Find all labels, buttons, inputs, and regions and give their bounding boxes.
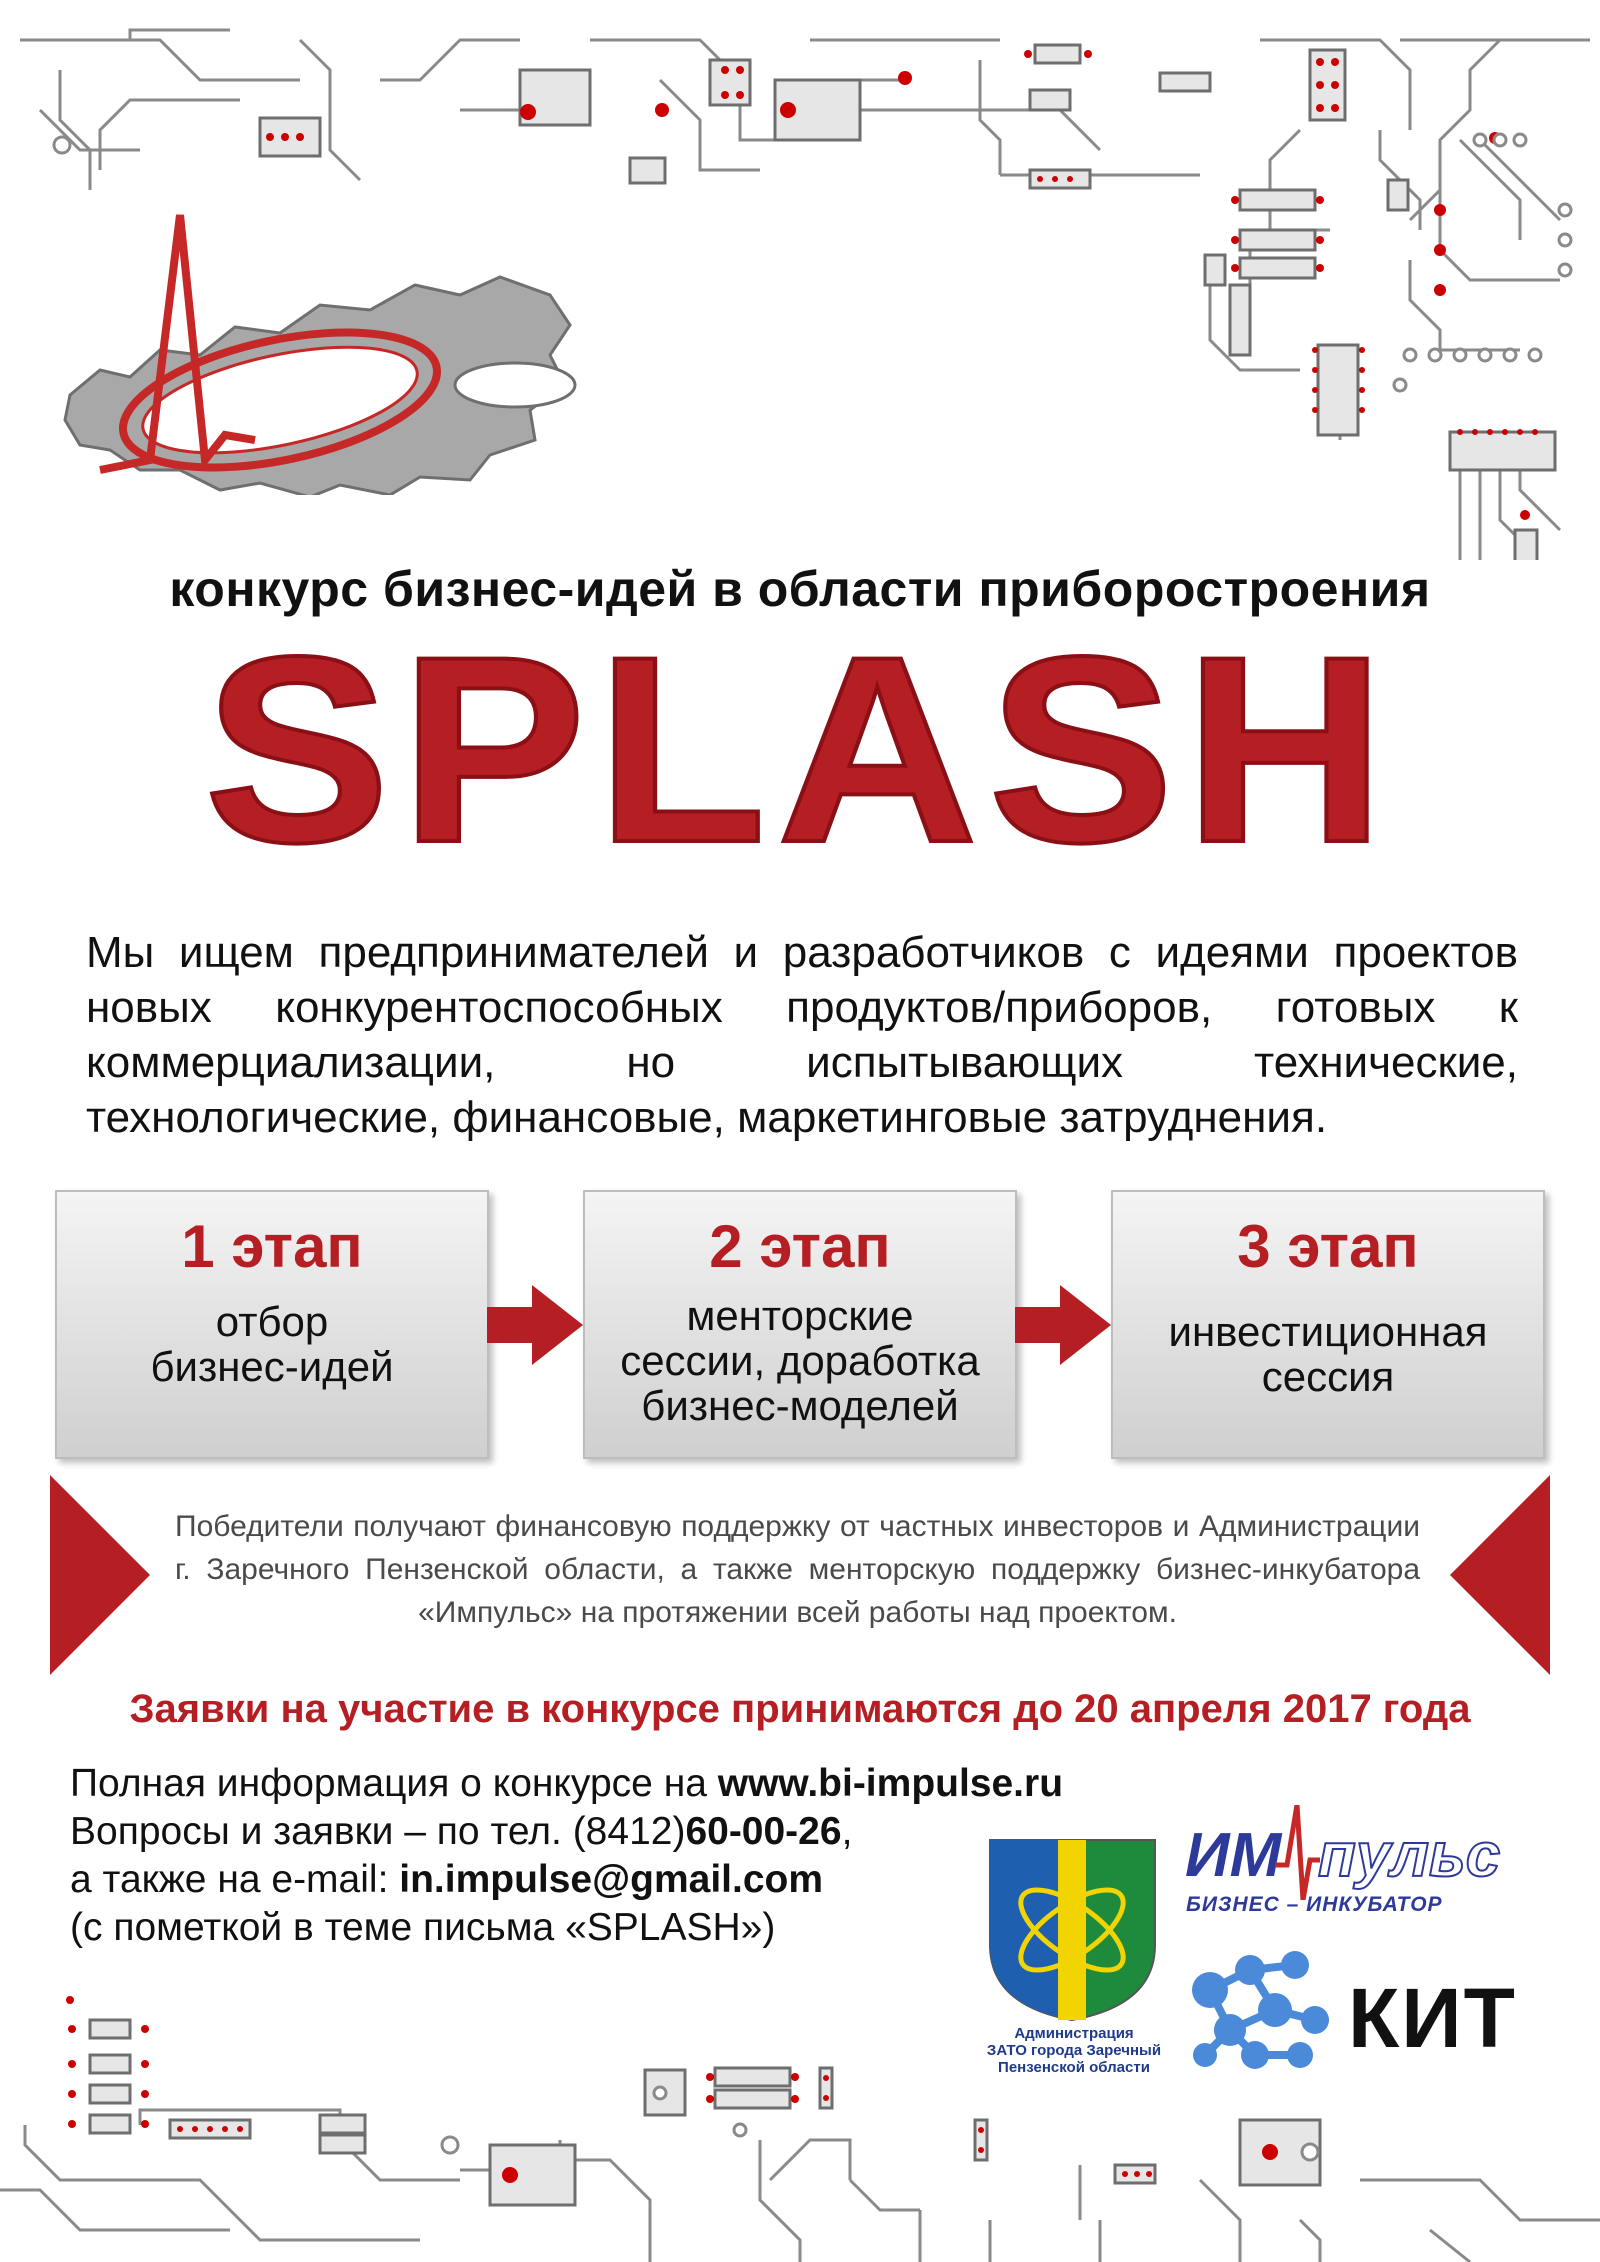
stage-3-number: 3 этап bbox=[1237, 1213, 1419, 1280]
info-line bbox=[70, 1760, 1200, 1808]
deadline-text: Заявки на участие в конкурсе принимаются до 20 апреля 2017 года bbox=[129, 1687, 1471, 1731]
pulse-icon bbox=[1275, 1805, 1320, 1900]
impuls-logo-right: пульс bbox=[1318, 1821, 1501, 1890]
arrow-right-icon bbox=[487, 1285, 583, 1365]
stage-2-description: менторские сессии, доработка бизнес-моделей bbox=[620, 1292, 980, 1429]
winners-text: Победители получают финансовую поддержку от частных инвесторов и Администрации г. Заречного Пензенской области, а также менторскую поддержку бизнес-инкубатора «Импульс» на протяжении всей работы над проектом. bbox=[175, 1510, 1420, 1629]
arrow-right-icon bbox=[1015, 1285, 1111, 1365]
subject-note: (с пометкой в теме письма «SPLASH») bbox=[70, 1906, 776, 1949]
email-prefix: а также на e-mail: bbox=[70, 1858, 400, 1901]
website-link[interactable]: www.bi-impulse.ru bbox=[717, 1762, 1064, 1805]
stage-1-description: отбор бизнес-идей bbox=[150, 1298, 394, 1390]
stage-3-description: инвестиционная сессия bbox=[1168, 1308, 1488, 1400]
event-subtitle: конкурс бизнес-идей в области приборостроения bbox=[169, 561, 1431, 617]
event-title: SPLASH bbox=[204, 602, 1396, 898]
stage-2-number: 2 этап bbox=[709, 1213, 891, 1280]
email-link[interactable]: in.impulse@gmail.com bbox=[399, 1858, 824, 1901]
phone-suffix: , bbox=[841, 1810, 853, 1853]
impuls-logo bbox=[1185, 1820, 1515, 1890]
impuls-subtitle: БИЗНЕС – ИНКУБАТОР bbox=[1186, 1893, 1443, 1916]
triangle-left-decoration bbox=[50, 1475, 150, 1675]
kit-logo-text: КИТ bbox=[1348, 1971, 1517, 2065]
intro-text: Мы ищем предпринимателей и разработчиков с идеями проектов новых конкурентоспособных продуктов/приборов, готовых к коммерциализации, но испытывающих технические, технологические, финансовые, маркетинговые затруднения. bbox=[86, 928, 1518, 1142]
stage-1-number: 1 этап bbox=[181, 1213, 363, 1280]
stage-1-card bbox=[55, 1190, 489, 1459]
splash-gear-logo bbox=[30, 205, 630, 495]
circuit-board-decoration-bottom bbox=[0, 1980, 1600, 2262]
stage-3-card bbox=[1111, 1190, 1545, 1459]
impuls-logo-left: ИМ bbox=[1185, 1821, 1282, 1890]
info-prefix: Полная информация о конкурсе на bbox=[70, 1762, 718, 1805]
phone-number[interactable]: 60-00-26 bbox=[685, 1810, 842, 1853]
phone-prefix: Вопросы и заявки – по тел. (8412) bbox=[70, 1810, 686, 1853]
triangle-right-decoration bbox=[1450, 1475, 1550, 1675]
stage-2-card bbox=[583, 1190, 1017, 1459]
admin-caption: Администрация ЗАТО города Заречный Пензенской области bbox=[986, 2025, 1162, 2076]
